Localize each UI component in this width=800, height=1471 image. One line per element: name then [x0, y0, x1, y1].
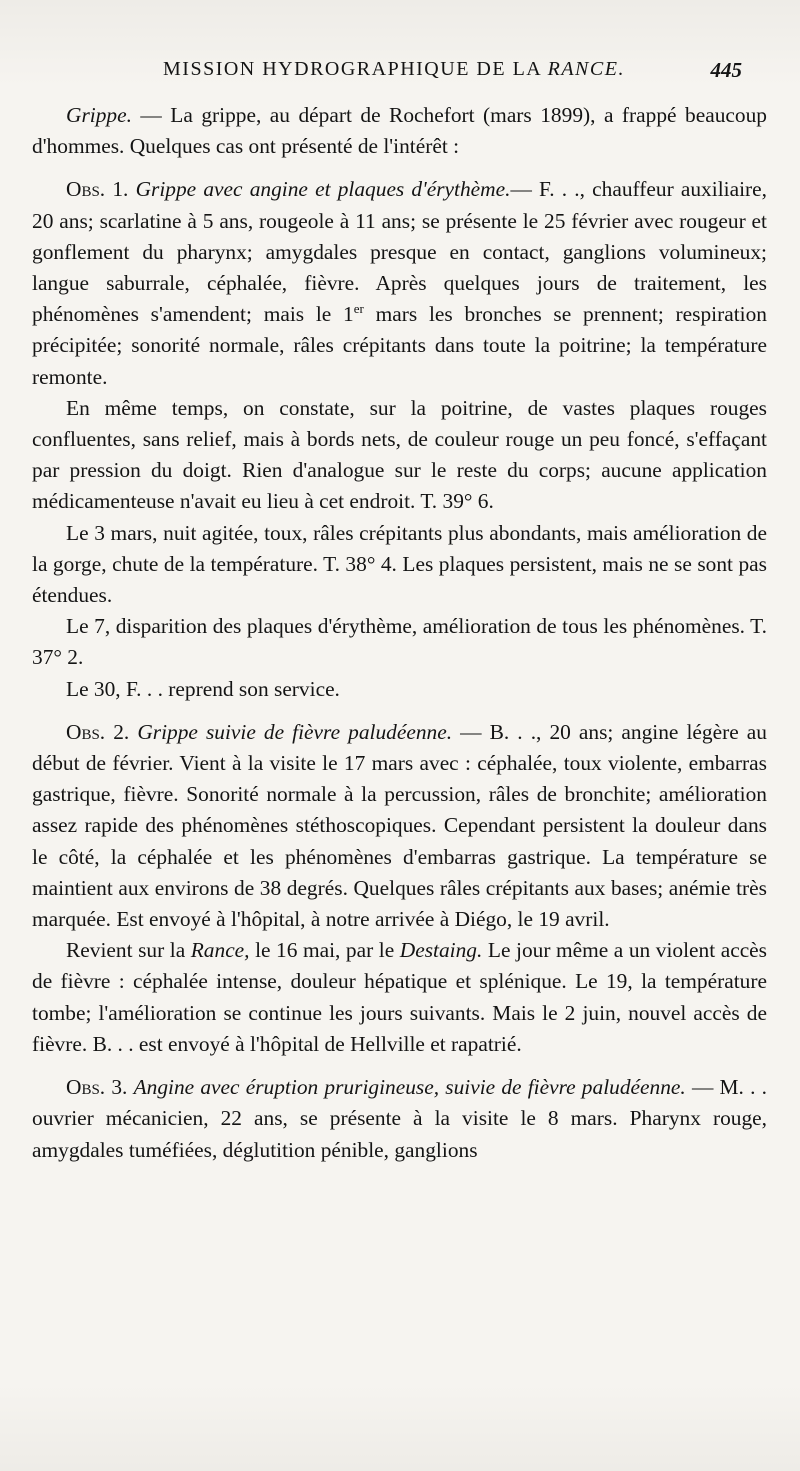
page-header — [0, 58, 800, 92]
observation-title: Grippe suivie de fièvre paludéenne. — [137, 719, 453, 744]
ship-name: Rance, — [190, 938, 250, 963]
running-head — [163, 58, 625, 81]
observation-text: — M. . . ouvrier mécanicien, 22 ans, se présente à la visite le 8 mars. Pharynx rouge, amygdales tuméfiées, déglutition pénible, ganglions — [32, 1075, 767, 1162]
observation-text: — B. . ., 20 ans; angine légère au début de février. Vient à la visite le 17 mars avec : céphalée, toux violente, embarras gastrique, fièvre. Sonorité normale à la percussion, râles de bronchite; amélioration assez rapide des phénomènes stéthoscopiques. Cependant persistent la douleur dans le côté, la céphalée et les phénomènes d'embarras gastrique. La température se maintient aux environs de 38 degrés. Quelques râles crépitants aux bases; anémie très marquée. Est envoyé à l'hôpital, à notre arrivée à Diégo, le 19 avril. — [32, 719, 767, 932]
observation-title: Angine avec éruption prurigineuse, suivie de fièvre paludéenne. — [133, 1075, 686, 1100]
text-run: Le jour même a un violent accès de fièvre : céphalée intense, douleur hépatique et splénique. Le 19, la température tombe; l'amélioration se continue les jours suivants. Mais le 2 juin, nouvel accès de fièvre. B. . . est envoyé à l'hôpital de Hellville et rapatrié. — [32, 938, 768, 1056]
observation-2 — [32, 717, 767, 935]
text-run: Revient sur la — [66, 938, 191, 963]
ship-name: Destaing. — [399, 938, 483, 963]
observation-label: Obs. 2. — [66, 719, 130, 744]
observation-1-paragraph-3: Le 3 mars, nuit agitée, toux, râles crépitants plus abondants, mais amélioration de la gorge, chute de la température. T. 38° 4. Les plaques persistent, mais ne se sont pas étendues. — [32, 520, 767, 608]
observation-2-paragraph-2 — [32, 935, 767, 1060]
observation-1-paragraph-4: Le 7, disparition des plaques d'érythème, amélioration de tous les phénomènes. T. 37° 2. — [32, 614, 767, 670]
running-head-ship-name: RANCE. — [547, 58, 625, 80]
running-head-text: MISSION HYDROGRAPHIQUE DE LA — [163, 58, 548, 80]
body-text — [32, 100, 767, 1166]
intro-text: — La grippe, au départ de Rochefort (mars 1899), a frappé beaucoup d'hommes. Quelques cas ont présenté de l'intérêt : — [32, 103, 767, 159]
intro-paragraph — [32, 100, 767, 162]
ordinal-superscript: er — [353, 301, 364, 317]
observation-3 — [32, 1072, 767, 1166]
section-title: Grippe. — [66, 103, 132, 127]
observation-1-paragraph-2: En même temps, on constate, sur la poitrine, de vastes plaques rouges confluentes, sans relief, mais à bords nets, de couleur rouge un peu foncé, s'effaçant par pression du doigt. Rien d'analogue sur le reste du corps; aucune application médicamenteuse n'avait eu lieu à cet endroit. T. 39° 6. — [32, 395, 767, 514]
observation-1-paragraph-5: Le 30, F. . . reprend son service. — [66, 676, 340, 701]
page-number: 445 — [710, 58, 742, 82]
observation-label: Obs. 1. — [66, 177, 129, 202]
observation-1 — [32, 174, 767, 392]
text-run: le 16 mai, par le — [249, 938, 400, 963]
observation-text: — F. . ., chauffeur auxiliaire, 20 ans; scarlatine à 5 ans, rougeole à 11 ans; se présente le 25 février avec rougeur et gonflement du pharynx; amygdales presque en contact, ganglions volumineux; langue saburrale, céphalée, fièvre. Après quelques jours de traitement, les phénomènes s'amendent; mais le 1 — [32, 177, 767, 327]
observation-label: Obs. 3. — [66, 1075, 128, 1100]
observation-text-cont: mars les bronches se prennent; respiration précipitée; sonorité normale, râles crépitants dans toute la poitrine; la température remonte. — [32, 302, 768, 389]
observation-title: Grippe avec angine et plaques d'érythème. — [135, 177, 511, 202]
